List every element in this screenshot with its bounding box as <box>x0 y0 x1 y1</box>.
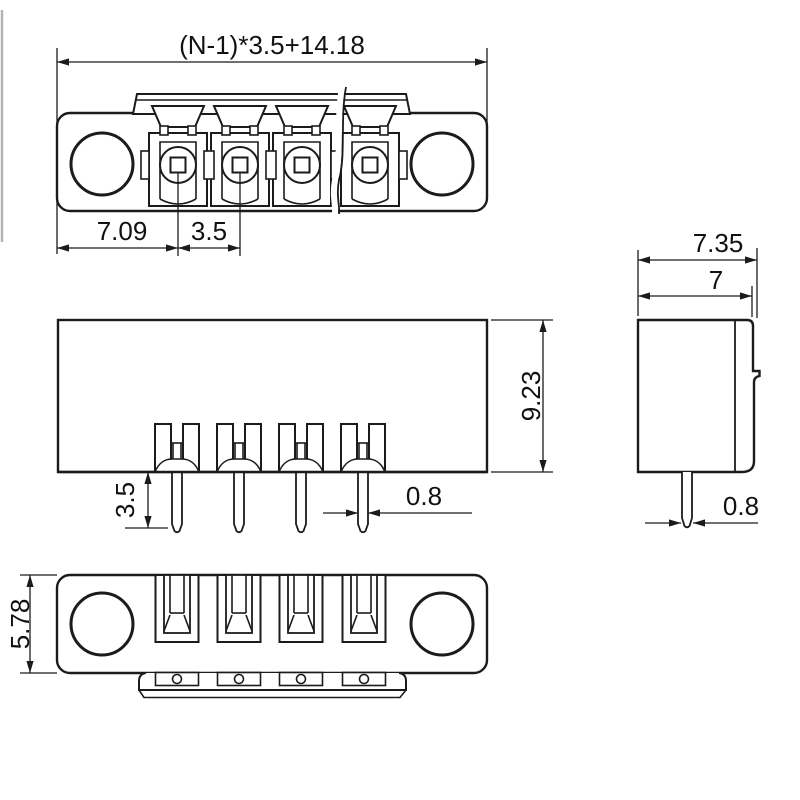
dim-pin-length-label: 3.5 <box>110 481 140 519</box>
side-body <box>58 320 487 472</box>
bottom-view <box>5 575 487 698</box>
side-view <box>58 320 553 532</box>
dim-flange-height-label: 5.78 <box>5 598 35 650</box>
dim-depth-overall-label: 7.35 <box>692 228 744 258</box>
dim-edge-to-first-pole-label: 7.09 <box>96 216 148 246</box>
dim-depth-body-label: 7 <box>708 265 724 295</box>
front-mounting-hole-right <box>411 133 473 195</box>
bottom-mounting-hole-right <box>411 593 473 655</box>
front-mounting-hole-left <box>71 133 133 195</box>
dim-pin-width-end-label: 0.8 <box>722 491 760 521</box>
dim-pin-width-side-label: 0.8 <box>405 481 443 511</box>
end-solder-pin <box>682 472 692 527</box>
front-pole-3 <box>273 106 331 206</box>
dim-body-height-label: 9.23 <box>516 370 546 422</box>
end-body <box>638 320 760 472</box>
front-pole-4 <box>341 106 399 206</box>
dim-total-length-label: (N-1)*3.5+14.18 <box>179 30 365 60</box>
dim-pitch-label: 3.5 <box>190 216 228 246</box>
bottom-mounting-hole-left <box>71 593 133 655</box>
front-view <box>57 30 487 256</box>
end-view <box>638 228 760 527</box>
